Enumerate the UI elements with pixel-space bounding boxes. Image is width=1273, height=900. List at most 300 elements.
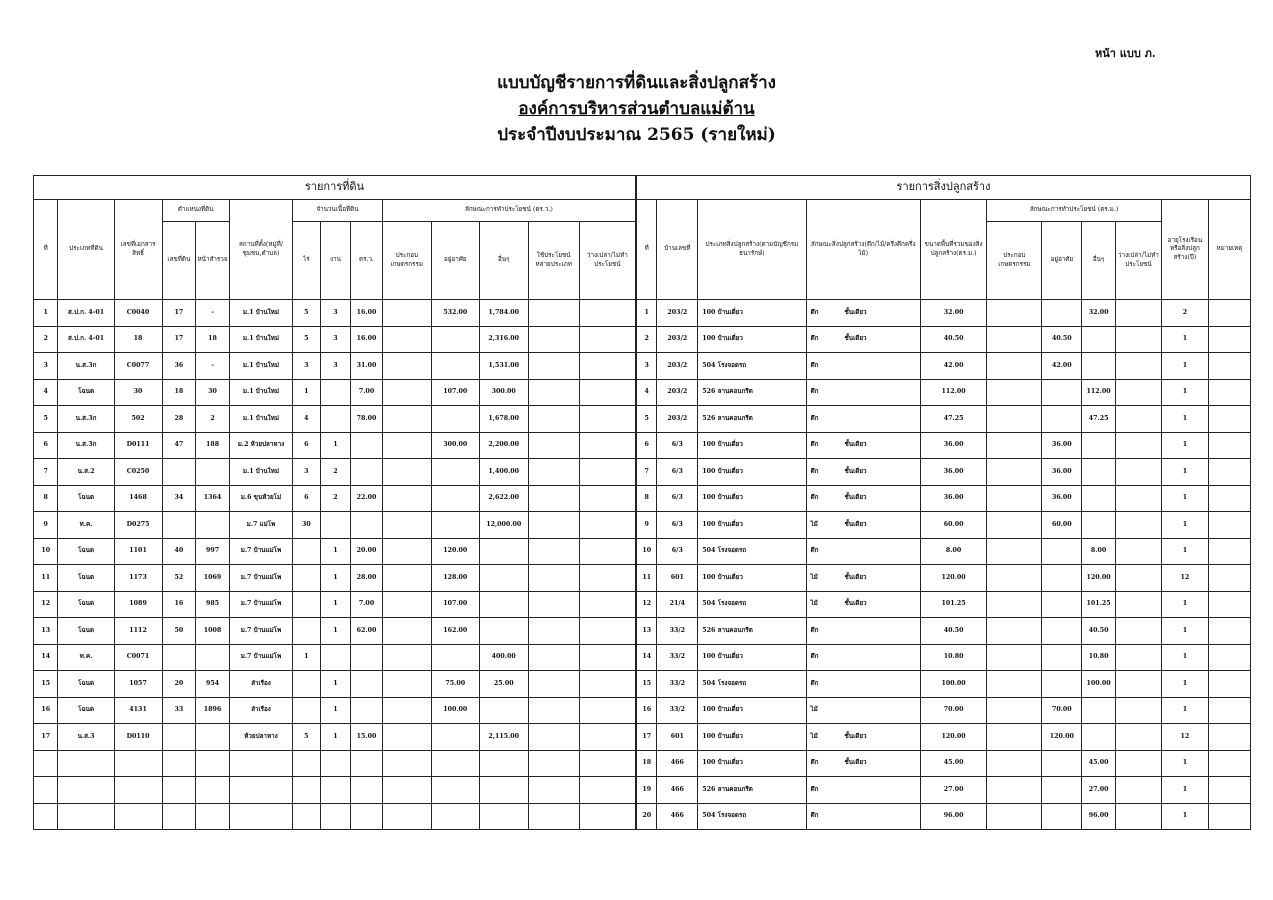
land-cell-multi: [528, 326, 579, 353]
land-cell-resid: 75.00: [431, 671, 479, 698]
bldg-cell-material: ตึก: [810, 361, 819, 369]
bldg-cell-type: 526 ลานคอนกรีต: [698, 406, 806, 433]
bldg-cell-no: 10: [637, 538, 657, 565]
bldg-cell-other: 40.50: [1082, 618, 1116, 645]
table-row: [34, 459, 636, 486]
land-cell-rai: [293, 671, 321, 698]
land-cell-multi: [528, 406, 579, 433]
land-cell-addr: ม.1 บ้านใหม่: [229, 300, 292, 327]
bldg-cell-resid: 40.50: [1042, 326, 1082, 353]
land-col-survey-page: หน้าสำรวจ: [196, 222, 230, 300]
land-col-land-no: เลขที่ดิน: [162, 222, 196, 300]
land-cell-multi: [528, 353, 579, 380]
land-cell-agri: [382, 724, 431, 751]
bldg-cell-type: 100 บ้านเดี่ยว: [698, 565, 806, 592]
table-row: [637, 565, 1251, 592]
bldg-cell-agri: [987, 379, 1042, 406]
bldg-cell-house: 203/2: [657, 326, 698, 353]
land-col-address: สถานที่ตั้ง(หมู่ที่/ชุมชน,ตำบล): [229, 200, 292, 300]
table-row: [637, 591, 1251, 618]
bldg-cell-agri: [987, 803, 1042, 830]
bldg-cell-type: 504 โรงจอดรถ: [698, 803, 806, 830]
bldg-cell-nature: [806, 326, 920, 353]
bldg-cell-nature: [806, 803, 920, 830]
land-cell-ngan: 1: [320, 697, 351, 724]
bldg-col-no: ที่: [637, 200, 657, 300]
land-cell-other: [479, 565, 528, 592]
land-cell-no: 15: [34, 671, 58, 698]
land-cell-vacant: [579, 591, 635, 618]
land-cell-vacant: [579, 485, 635, 512]
bldg-cell-vacant: [1115, 485, 1161, 512]
bldg-cell-material: ตึก: [810, 335, 819, 343]
bldg-cell-resid: [1042, 671, 1082, 698]
bldg-cell-no: 6: [637, 432, 657, 459]
land-cell-wa: 22.00: [351, 485, 383, 512]
land-cell-other: [479, 777, 528, 804]
bldg-col-other: อื่นๆ: [1082, 222, 1116, 300]
land-cell-ngan: 1: [320, 538, 351, 565]
bldg-cell-house: 6/3: [657, 432, 698, 459]
table-row: [34, 803, 636, 830]
bldg-cell-nature: [806, 565, 920, 592]
bldg-cell-resid: [1042, 591, 1082, 618]
land-cell-ngan: 3: [320, 300, 351, 327]
land-cell-page: [196, 750, 230, 777]
table-row: [637, 432, 1251, 459]
bldg-cell-age: 12: [1161, 565, 1208, 592]
table-row: [637, 379, 1251, 406]
bldg-cell-material: ตึก: [810, 494, 819, 502]
table-row: [34, 432, 636, 459]
table-row: [34, 644, 636, 671]
bldg-cell-area: 47.25: [920, 406, 986, 433]
land-cell-vacant: [579, 644, 635, 671]
bldg-cell-area: 45.00: [920, 750, 986, 777]
land-cell-rai: [293, 538, 321, 565]
bldg-cell-no: 14: [637, 644, 657, 671]
bldg-cell-resid: 36.00: [1042, 459, 1082, 486]
land-cell-type: [58, 803, 114, 830]
land-cell-wa: 62.00: [351, 618, 383, 645]
bldg-cell-type: 526 ลานคอนกรีต: [698, 618, 806, 645]
bldg-cell-house: 203/2: [657, 379, 698, 406]
bldg-cell-nature: [806, 512, 920, 539]
land-cell-doc: C0077: [114, 353, 162, 380]
land-cell-type: โฉนด: [58, 538, 114, 565]
land-col-type: ประเภทที่ดิน: [58, 200, 114, 300]
bldg-cell-type: 100 บ้านเดี่ยว: [698, 512, 806, 539]
land-cell-multi: [528, 565, 579, 592]
bldg-cell-vacant: [1115, 671, 1161, 698]
bldg-cell-house: 33/2: [657, 697, 698, 724]
land-cell-rai: 5: [293, 326, 321, 353]
bldg-cell-area: 42.00: [920, 353, 986, 380]
bldg-cell-vacant: [1115, 459, 1161, 486]
land-cell-vacant: [579, 750, 635, 777]
bldg-cell-no: 4: [637, 379, 657, 406]
land-cell-rai: 4: [293, 406, 321, 433]
land-col-multi: ใช้ประโยชน์หลายประเภท: [528, 222, 579, 300]
land-col-doc: เลขที่เอกสารสิทธิ์: [114, 200, 162, 300]
land-cell-wa: [351, 432, 383, 459]
bldg-cell-age: 2: [1161, 300, 1208, 327]
land-cell-addr: [229, 777, 292, 804]
land-cell-no: 3: [34, 353, 58, 380]
land-cell-agri: [382, 300, 431, 327]
table-row: [637, 750, 1251, 777]
bldg-cell-nature: [806, 591, 920, 618]
bldg-cell-vacant: [1115, 300, 1161, 327]
land-cell-rai: 30: [293, 512, 321, 539]
land-cell-ngan: [320, 803, 351, 830]
land-cell-addr: ม.7 บ้านแม่โพ: [229, 618, 292, 645]
land-cell-no: 14: [34, 644, 58, 671]
table-row: [637, 353, 1251, 380]
land-cell-agri: [382, 591, 431, 618]
table-row: [637, 724, 1251, 751]
land-cell-page: [196, 803, 230, 830]
table-row: [34, 724, 636, 751]
bldg-cell-vacant: [1115, 379, 1161, 406]
bldg-cell-material: ตึก: [810, 812, 819, 820]
land-cell-rai: 3: [293, 459, 321, 486]
bldg-cell-remark: [1208, 459, 1250, 486]
land-cell-land-no: 17: [162, 326, 196, 353]
land-cell-vacant: [579, 326, 635, 353]
table-row: [34, 538, 636, 565]
land-cell-wa: [351, 777, 383, 804]
bldg-col-house: บ้านเลขที่: [657, 200, 698, 300]
land-cell-wa: 16.00: [351, 300, 383, 327]
bldg-cell-type: 526 ลานคอนกรีต: [698, 379, 806, 406]
land-cell-land-no: 16: [162, 591, 196, 618]
land-table-body: [34, 300, 636, 830]
bldg-cell-no: 11: [637, 565, 657, 592]
land-cell-agri: [382, 697, 431, 724]
bldg-cell-remark: [1208, 591, 1250, 618]
bldg-cell-resid: [1042, 803, 1082, 830]
land-cell-addr: ม.1 บ้านใหม่: [229, 353, 292, 380]
bldg-cell-material: ตึก: [810, 785, 819, 793]
bldg-cell-agri: [987, 750, 1042, 777]
bldg-cell-resid: 36.00: [1042, 432, 1082, 459]
land-cell-addr: ม.1 บ้านใหม่: [229, 326, 292, 353]
bldg-cell-area: 120.00: [920, 724, 986, 751]
bldg-cell-no: 20: [637, 803, 657, 830]
land-cell-resid: 120.00: [431, 538, 479, 565]
bldg-cell-other: 10.80: [1082, 644, 1116, 671]
land-cell-vacant: [579, 512, 635, 539]
bldg-cell-no: 17: [637, 724, 657, 751]
bldg-cell-other: [1082, 353, 1116, 380]
bldg-cell-area: 100.00: [920, 671, 986, 698]
land-cell-ngan: [320, 379, 351, 406]
bldg-cell-area: 36.00: [920, 485, 986, 512]
land-cell-resid: [431, 485, 479, 512]
land-cell-vacant: [579, 459, 635, 486]
bldg-cell-remark: [1208, 300, 1250, 327]
land-cell-doc: 1101: [114, 538, 162, 565]
land-cell-land-no: [162, 459, 196, 486]
land-cell-agri: [382, 406, 431, 433]
bldg-cell-age: 12: [1161, 724, 1208, 751]
land-cell-rai: [293, 697, 321, 724]
land-cell-multi: [528, 671, 579, 698]
land-cell-resid: [431, 644, 479, 671]
bldg-cell-remark: [1208, 538, 1250, 565]
land-cell-agri: [382, 750, 431, 777]
land-cell-doc: 18: [114, 326, 162, 353]
land-cell-doc: 1089: [114, 591, 162, 618]
bldg-cell-age: 1: [1161, 697, 1208, 724]
bldg-cell-house: 601: [657, 565, 698, 592]
land-cell-ngan: 3: [320, 326, 351, 353]
land-cell-multi: [528, 538, 579, 565]
land-cell-resid: 300.00: [431, 432, 479, 459]
bldg-cell-remark: [1208, 512, 1250, 539]
land-cell-multi: [528, 644, 579, 671]
land-cell-vacant: [579, 432, 635, 459]
land-cell-page: 954: [196, 671, 230, 698]
land-cell-addr: ม.7 บ้านแม่โพ: [229, 644, 292, 671]
land-cell-resid: [431, 750, 479, 777]
land-col-vacant: ว่างเปล่า/ไม่ทำประโยชน์: [579, 222, 635, 300]
bldg-cell-nature: [806, 353, 920, 380]
land-cell-page: 1896: [196, 697, 230, 724]
land-cell-agri: [382, 512, 431, 539]
land-cell-vacant: [579, 777, 635, 804]
land-cell-rai: 1: [293, 379, 321, 406]
land-cell-wa: 7.00: [351, 591, 383, 618]
land-cell-agri: [382, 432, 431, 459]
bldg-cell-remark: [1208, 750, 1250, 777]
land-cell-type: โฉนด: [58, 591, 114, 618]
bldg-cell-vacant: [1115, 326, 1161, 353]
land-col-wa: ตร.ว.: [351, 222, 383, 300]
land-cell-vacant: [579, 406, 635, 433]
bldg-cell-vacant: [1115, 353, 1161, 380]
land-cell-vacant: [579, 565, 635, 592]
land-cell-ngan: 1: [320, 591, 351, 618]
land-cell-ngan: [320, 406, 351, 433]
land-cell-addr: ม.1 บ้านใหม่: [229, 459, 292, 486]
bldg-cell-type: 100 บ้านเดี่ยว: [698, 724, 806, 751]
bldg-cell-agri: [987, 406, 1042, 433]
bldg-cell-no: 2: [637, 326, 657, 353]
bldg-cell-no: 5: [637, 406, 657, 433]
bldg-cell-remark: [1208, 671, 1250, 698]
land-cell-land-no: [162, 724, 196, 751]
bldg-cell-agri: [987, 777, 1042, 804]
land-col-agri: ประกอบเกษตรกรรม: [382, 222, 431, 300]
bldg-cell-nature: [806, 724, 920, 751]
bldg-cell-remark: [1208, 697, 1250, 724]
bldg-cell-other: 27.00: [1082, 777, 1116, 804]
bldg-cell-other: [1082, 512, 1116, 539]
land-cell-resid: [431, 406, 479, 433]
land-cell-resid: [431, 803, 479, 830]
land-cell-multi: [528, 724, 579, 751]
bldg-cell-no: 16: [637, 697, 657, 724]
bldg-cell-area: 27.00: [920, 777, 986, 804]
bldg-cell-nature: [806, 459, 920, 486]
bldg-cell-remark: [1208, 777, 1250, 804]
land-cell-type: น.ส.3ก: [58, 353, 114, 380]
land-cell-rai: [293, 591, 321, 618]
bldg-cell-nature: [806, 777, 920, 804]
bldg-cell-house: 6/3: [657, 485, 698, 512]
bldg-cell-floors: ชั้นเดียว: [844, 335, 867, 343]
land-cell-no: 5: [34, 406, 58, 433]
land-cell-page: 1364: [196, 485, 230, 512]
land-cell-vacant: [579, 379, 635, 406]
bldg-cell-resid: [1042, 379, 1082, 406]
land-cell-ngan: 1: [320, 724, 351, 751]
land-cell-type: โฉนด: [58, 618, 114, 645]
land-cell-other: 300.00: [479, 379, 528, 406]
bldg-cell-age: 1: [1161, 353, 1208, 380]
bldg-cell-remark: [1208, 565, 1250, 592]
bldg-cell-agri: [987, 591, 1042, 618]
bldg-cell-vacant: [1115, 432, 1161, 459]
table-row: [637, 538, 1251, 565]
land-cell-rai: 5: [293, 724, 321, 751]
bldg-col-nature: ลักษณะสิ่งปลูกสร้าง(ตึก/ไม้/ครึ่งตึกครึ่งไม้): [806, 200, 920, 300]
land-cell-other: [479, 538, 528, 565]
land-cell-ngan: 1: [320, 671, 351, 698]
land-cell-no: 16: [34, 697, 58, 724]
land-cell-type: โฉนด: [58, 671, 114, 698]
bldg-cell-agri: [987, 538, 1042, 565]
land-cell-doc: 4131: [114, 697, 162, 724]
table-row: [34, 777, 636, 804]
land-cell-doc: D0110: [114, 724, 162, 751]
table-row: [637, 326, 1251, 353]
bldg-cell-other: [1082, 485, 1116, 512]
land-cell-other: [479, 750, 528, 777]
bldg-cell-other: 47.25: [1082, 406, 1116, 433]
land-cell-multi: [528, 618, 579, 645]
land-cell-wa: 28.00: [351, 565, 383, 592]
bldg-cell-remark: [1208, 724, 1250, 751]
land-cell-agri: [382, 326, 431, 353]
land-cell-resid: 532.00: [431, 300, 479, 327]
bldg-cell-type: 100 บ้านเดี่ยว: [698, 300, 806, 327]
table-row: [34, 326, 636, 353]
land-cell-wa: [351, 459, 383, 486]
land-cell-doc: [114, 777, 162, 804]
land-cell-addr: ลำเรือง: [229, 671, 292, 698]
bldg-cell-other: [1082, 432, 1116, 459]
land-cell-no: 11: [34, 565, 58, 592]
land-cell-page: -: [196, 353, 230, 380]
bldg-cell-nature: [806, 671, 920, 698]
land-cell-vacant: [579, 300, 635, 327]
bldg-cell-area: 60.00: [920, 512, 986, 539]
land-cell-no: 9: [34, 512, 58, 539]
land-cell-resid: [431, 777, 479, 804]
land-cell-other: 1,678.00: [479, 406, 528, 433]
table-row: [34, 406, 636, 433]
land-cell-agri: [382, 538, 431, 565]
land-cell-land-no: 17: [162, 300, 196, 327]
bldg-cell-remark: [1208, 618, 1250, 645]
land-cell-other: 12,000.00: [479, 512, 528, 539]
land-cell-page: 30: [196, 379, 230, 406]
bldg-cell-house: 466: [657, 750, 698, 777]
land-col-other: อื่นๆ: [479, 222, 528, 300]
land-cell-no: [34, 750, 58, 777]
bldg-cell-vacant: [1115, 644, 1161, 671]
bldg-cell-type: 526 ลานคอนกรีต: [698, 777, 806, 804]
bldg-cell-age: 1: [1161, 750, 1208, 777]
land-cell-type: โฉนด: [58, 485, 114, 512]
document-title: [0, 70, 1273, 148]
bldg-cell-no: 15: [637, 671, 657, 698]
bldg-cell-other: [1082, 459, 1116, 486]
land-cell-page: [196, 724, 230, 751]
bldg-cell-agri: [987, 644, 1042, 671]
bldg-cell-house: 203/2: [657, 353, 698, 380]
land-cell-addr: ลำเรือง: [229, 697, 292, 724]
land-cell-addr: ม.7 บ้านแม่โพ: [229, 591, 292, 618]
land-cell-resid: 100.00: [431, 697, 479, 724]
bldg-cell-material: ตึก: [810, 679, 819, 687]
bldg-cell-type: 100 บ้านเดี่ยว: [698, 750, 806, 777]
bldg-cell-vacant: [1115, 724, 1161, 751]
bldg-cell-other: 8.00: [1082, 538, 1116, 565]
bldg-cell-type: 504 โรงจอดรถ: [698, 353, 806, 380]
land-cell-resid: [431, 724, 479, 751]
land-cell-agri: [382, 644, 431, 671]
land-cell-rai: [293, 618, 321, 645]
bldg-cell-material: ตึก: [810, 388, 819, 396]
title-line-1: แบบบัญชีรายการที่ดินและสิ่งปลูกสร้าง: [497, 73, 776, 93]
land-cell-multi: [528, 591, 579, 618]
bldg-cell-area: 120.00: [920, 565, 986, 592]
land-cell-wa: [351, 803, 383, 830]
bldg-cell-other: 100.00: [1082, 671, 1116, 698]
land-cell-type: ส.ป.ก. 4-01: [58, 300, 114, 327]
bldg-cell-other: 32.00: [1082, 300, 1116, 327]
land-cell-doc: C0040: [114, 300, 162, 327]
land-table: [33, 175, 636, 830]
table-row: [34, 379, 636, 406]
land-cell-resid: [431, 326, 479, 353]
land-cell-rai: 5: [293, 300, 321, 327]
land-cell-agri: [382, 618, 431, 645]
land-col-usage-group: ลักษณะการทำประโยชน์ (ตร.ว.): [382, 200, 635, 222]
land-cell-ngan: [320, 750, 351, 777]
bldg-cell-age: 1: [1161, 459, 1208, 486]
land-cell-page: 997: [196, 538, 230, 565]
land-section-title: รายการที่ดิน: [34, 176, 636, 200]
land-cell-other: 400.00: [479, 644, 528, 671]
land-cell-land-no: 34: [162, 485, 196, 512]
land-cell-addr: ม.1 บ้านใหม่: [229, 406, 292, 433]
bldg-cell-age: 1: [1161, 379, 1208, 406]
land-cell-ngan: 1: [320, 618, 351, 645]
land-cell-type: [58, 777, 114, 804]
land-col-area-group: จำนวนเนื้อที่ดิน: [293, 200, 383, 222]
bldg-cell-house: 33/2: [657, 618, 698, 645]
bldg-cell-no: 1: [637, 300, 657, 327]
land-cell-ngan: [320, 512, 351, 539]
bldg-cell-type: 100 บ้านเดี่ยว: [698, 459, 806, 486]
land-cell-type: [58, 750, 114, 777]
land-cell-page: 1069: [196, 565, 230, 592]
